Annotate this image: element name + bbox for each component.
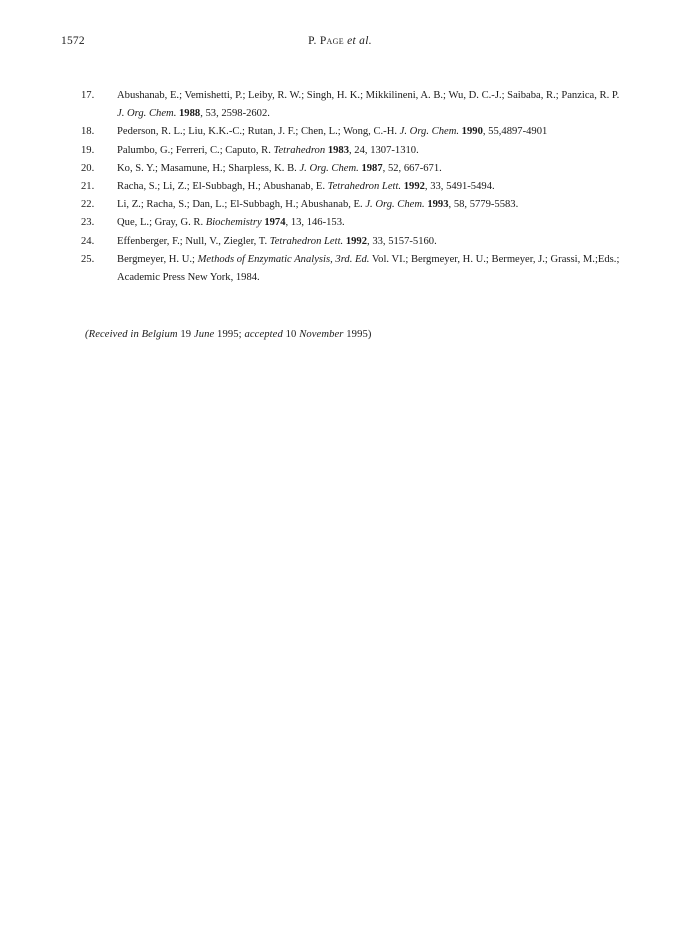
reference-list [81,87,621,287]
reference-number: 21. [81,181,95,193]
running-head-etal: et al. [347,35,372,47]
received-note [85,329,372,340]
text-segment: , 53, 2598-2602. [200,108,270,120]
bold-text: 1988 [179,108,201,120]
reference-text [117,178,621,196]
italic-text: accepted [244,329,283,340]
reference-number: 18. [81,126,95,138]
reference-text [117,142,621,160]
text-segment: , 58, 5779-5583. [448,199,519,211]
italic-text: Tetrahedron Lett. [269,235,344,247]
reference-text [117,87,621,123]
text-segment: , 24, 1307-1310. [349,144,419,156]
italic-text: Tetrahedron Lett. [327,181,402,193]
reference-text [117,160,621,178]
reference-item [81,87,621,123]
reference-number: 24. [81,235,95,247]
reference-text [117,123,621,141]
text-segment: Racha, S.; Li, Z.; El-Subbagh, H.; Abushanab, E. [117,181,328,193]
text-segment: Pederson, R. L.; Liu, K.K.-C.; Rutan, J. F.; Chen, L.; Wong, C.-H. [117,126,400,138]
reference-text [117,214,621,232]
bold-text: 1990 [461,126,483,138]
reference-item [81,123,621,141]
italic-text: Tetrahedron [273,144,326,156]
italic-text: J. Org. Chem. [299,162,359,174]
running-head-author: P. Page [308,35,344,47]
bold-text: 1993 [427,199,449,211]
italic-text: June [193,329,215,340]
reference-text [117,233,621,251]
text-segment: Ko, S. Y.; Masamune, H.; Sharpless, K. B. [117,162,300,174]
bold-text: 1983 [327,144,349,156]
text-segment: , 33, 5157-5160. [367,235,437,247]
reference-number: 17. [81,90,95,101]
reference-number: 23. [81,217,95,229]
reference-text [117,251,621,287]
text-segment: Que, L.; Gray, G. R. [117,217,206,229]
reference-number: 20. [81,162,95,174]
bold-text: 1992 [403,181,425,193]
bold-text: 1992 [345,235,368,247]
text-segment: 1995) [343,329,372,340]
italic-text: J. Org. Chem. [117,108,177,120]
reference-number: 19. [81,144,95,156]
text-segment: Bergmeyer, H. U.; [117,253,198,265]
running-head [0,35,680,47]
text-segment: Effenberger, F.; Null, V., Ziegler, T. [117,235,270,247]
bold-text: 1974 [264,217,286,229]
italic-text: November [299,329,344,340]
text-segment: 10 [282,329,300,340]
text-segment: , 33, 5491-5494. [424,181,495,193]
reference-text [117,196,621,214]
reference-item [81,160,621,178]
reference-item [81,178,621,196]
reference-number: 25. [81,253,95,265]
reference-item [81,233,621,251]
text-segment: 1995; [214,329,245,340]
page-number: 1572 [61,35,85,47]
text-segment: Li, Z.; Racha, S.; Dan, L.; El-Subbagh, H.; Abushanab, E. [117,199,366,211]
bold-text: 1987 [361,162,383,174]
text-segment: Vol. VI.; Bergmeyer, H. U.; Bermeyer, J.; Grassi, M.;Eds.; Academic Press New York, 1984. [117,253,620,284]
text-segment: , 52, 667-671. [382,162,442,174]
reference-item [81,214,621,232]
italic-text: (Received in Belgium [85,329,178,340]
reference-item [81,196,621,214]
text-segment: 19 [177,329,194,340]
italic-text: Biochemistry [205,217,262,229]
reference-number: 22. [81,199,95,211]
text-segment: Palumbo, G.; Ferreri, C.; Caputo, R. [117,144,274,156]
text-segment: , 13, 146-153. [285,217,345,229]
reference-item [81,251,621,287]
italic-text: Methods of Enzymatic Analysis, 3rd. Ed. [197,253,370,265]
reference-item [81,142,621,160]
italic-text: J. Org. Chem. [399,126,460,138]
text-segment: Abushanab, E.; Vemishetti, P.; Leiby, R. W.; Singh, H. K.; Mikkilineni, A. B.; Wu, D. C.-J.; Saibaba, R.; Panzica, R. P. [117,90,620,101]
italic-text: J. Org. Chem. [365,199,425,211]
text-segment: , 55,4897-4901 [482,126,548,138]
